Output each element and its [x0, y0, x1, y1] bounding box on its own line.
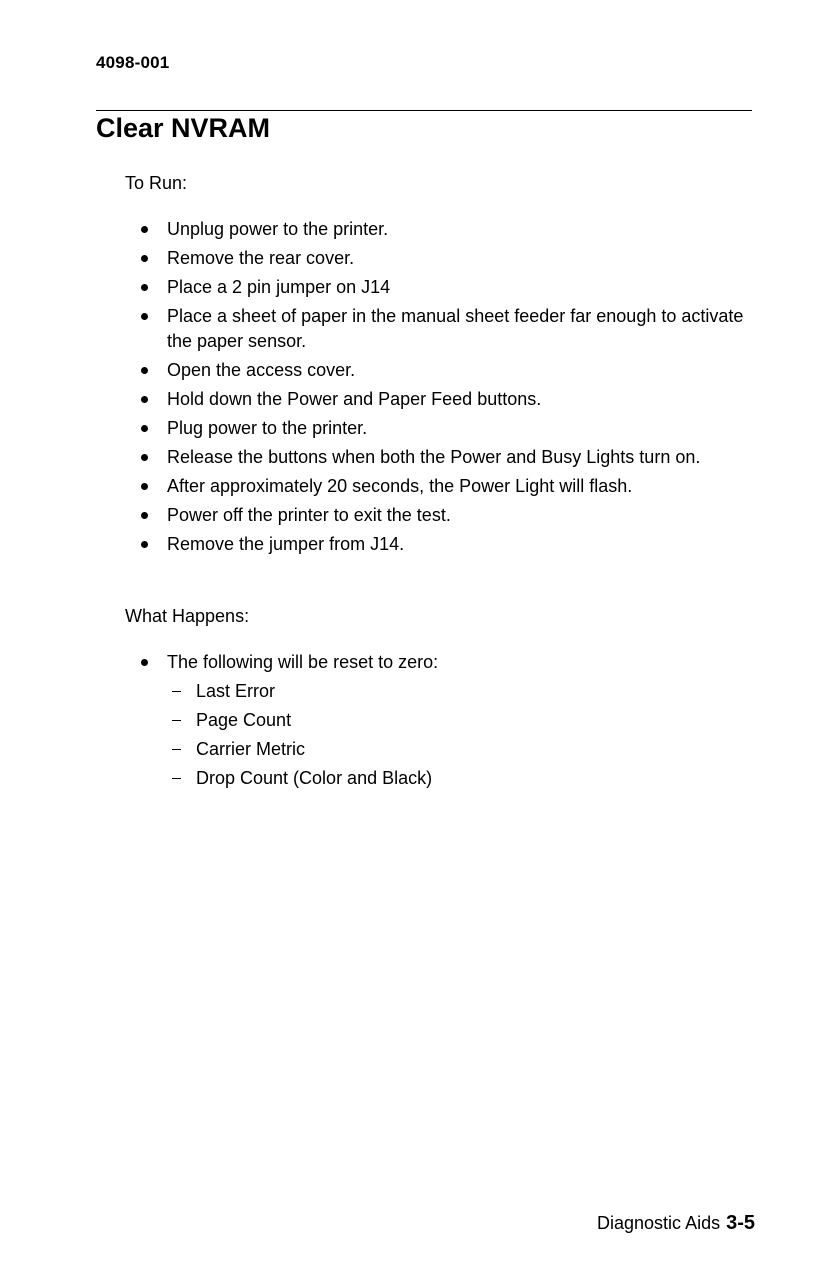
- to-run-steps: [138, 217, 758, 561]
- list-item: [138, 358, 758, 383]
- step-text: Release the buttons when both the Power and Busy Lights turn on.: [167, 447, 701, 467]
- list-item: [138, 387, 758, 412]
- bullet-icon: [141, 541, 148, 548]
- list-item: [138, 304, 758, 354]
- step-text: After approximately 20 seconds, the Power Light will flash.: [167, 476, 633, 496]
- to-run-label: To Run:: [125, 173, 188, 193]
- sub-item-text: Last Error: [196, 681, 276, 701]
- list-item: [138, 416, 758, 441]
- list-item: [138, 650, 758, 791]
- sub-list-item: [167, 766, 758, 791]
- bullet-icon: [141, 396, 148, 403]
- footer-section: Diagnostic Aids: [597, 1213, 721, 1233]
- bullet-icon: [141, 367, 148, 374]
- step-text: Unplug power to the printer.: [167, 219, 389, 239]
- what-happens-label: What Happens:: [125, 606, 250, 626]
- list-item: [138, 275, 758, 300]
- bullet-icon: [141, 313, 148, 320]
- step-text: Place a 2 pin jumper on J14: [167, 277, 391, 297]
- document-id: 4098-001: [96, 53, 170, 72]
- sub-list-item: [167, 737, 758, 762]
- step-text: Hold down the Power and Paper Feed buttons.: [167, 389, 542, 409]
- step-text: Plug power to the printer.: [167, 418, 368, 438]
- list-item: [138, 474, 758, 499]
- list-item: [138, 217, 758, 242]
- step-text: Open the access cover.: [167, 360, 356, 380]
- bullet-icon: [141, 226, 148, 233]
- sub-list-item: [167, 679, 758, 704]
- list-item: [138, 445, 758, 470]
- step-text: Remove the jumper from J14.: [167, 534, 405, 554]
- dash-icon: [172, 691, 181, 692]
- page-footer: [597, 1211, 755, 1235]
- reset-items-list: [167, 679, 758, 791]
- step-text: Remove the rear cover.: [167, 248, 355, 268]
- bullet-icon: [141, 659, 148, 666]
- bullet-icon: [141, 284, 148, 291]
- dash-icon: [172, 778, 181, 779]
- dash-icon: [172, 720, 181, 721]
- step-text: Place a sheet of paper in the manual sheet feeder far enough to activate the paper sensor.: [167, 306, 744, 351]
- page-title: Clear NVRAM: [96, 113, 271, 143]
- bullet-icon: [141, 483, 148, 490]
- dash-icon: [172, 749, 181, 750]
- sub-list-item: [167, 708, 758, 733]
- page-number: 3-5: [726, 1212, 755, 1234]
- sub-item-text: Page Count: [196, 710, 292, 730]
- step-text: Power off the printer to exit the test.: [167, 505, 451, 525]
- bullet-icon: [141, 454, 148, 461]
- bullet-icon: [141, 512, 148, 519]
- sub-item-text: Drop Count (Color and Black): [196, 768, 433, 788]
- bullet-icon: [141, 425, 148, 432]
- what-happens-list: [138, 650, 758, 795]
- item-text: The following will be reset to zero:: [167, 652, 439, 672]
- list-item: [138, 503, 758, 528]
- bullet-icon: [141, 255, 148, 262]
- list-item: [138, 246, 758, 271]
- list-item: [138, 532, 758, 557]
- sub-item-text: Carrier Metric: [196, 739, 306, 759]
